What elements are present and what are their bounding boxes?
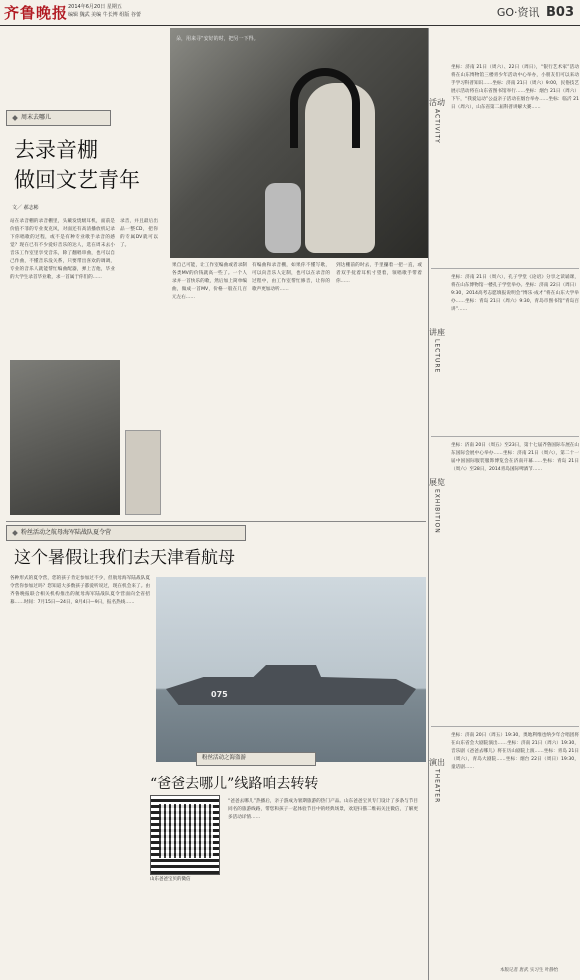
qr-caption: 山东爸爸宝贝的微信	[150, 877, 191, 882]
page-credits: 本版记者 唐武 实习生 叶静怡	[500, 968, 559, 973]
studio-photo-small	[10, 360, 120, 515]
section-name: GO·资讯	[496, 6, 540, 19]
diamond-icon	[12, 530, 18, 536]
article-column: “爸爸去哪儿”热播后，亲子游成为暑期旅游的热门产品。山东爸爸宝贝专门设计了多条与节目同名的旅游线路，带您和孩子一起体验节目中的经典场景，欢迎扫描二维码关注微信，了解更多活动详情……	[228, 799, 418, 820]
sidebar-divider	[431, 268, 579, 269]
byline: 文／ 郝志彬	[12, 205, 39, 211]
article-column: 到达棚前的时去，手里攥着一把一直，或者双手抚着耳机寸望着，领唱歌手带着你……	[336, 263, 422, 284]
exhibition-listing: 坐标：济南 20日（周五）至23日，第十七届齐鲁国际车展在山东国际会展中心举办……坐标：济南 21日（周六），第二十一届中国国际服装服饰博览会在济南开幕……坐标：青岛 21日（周六）至28日，2014青岛国际啤酒节……	[451, 443, 579, 472]
pirate-tour-label: 粉丝活动之海盗游	[196, 752, 316, 766]
editor-credits: 编辑 魏武 美编 牛长博 组版 谷蕾	[68, 12, 141, 18]
headphones-icon	[290, 68, 360, 148]
page-number: B03	[546, 5, 574, 20]
qr-pattern	[159, 804, 213, 858]
article-column: 果自己可能，让工作室编曲或者录制各类MV的价钱就高一些了。一个人录并一首快乐的歌，然后加上简单编曲，做成一首MV，价格一般在几百元左右……	[172, 263, 247, 300]
article-column: 有编曲和录音棚，如果你不懂写歌，可以向音乐人定制，也可以在录音的过程中，由工作室帮忙修音，让你的歌声更加动听……	[252, 263, 330, 292]
category-cn: 展览	[429, 478, 445, 487]
newspaper-masthead: 齐鲁晚报	[4, 4, 69, 22]
carrier-section-label	[6, 525, 246, 541]
theater-listing: 坐标：济南 20日（周五）19:30，奥地利维也纳少年合唱团将在山东省会大剧院演出……坐标：济南 21日（周六）19:30，音乐剧《爸爸去哪儿》将在历山剧院上演……坐标：青岛 21日（周六），青岛大剧院……坐标：烟台 22日（周日）19:30，童话剧……	[451, 733, 579, 770]
aircraft-carrier-photo	[156, 577, 426, 762]
photo-caption: 朵，用来寻“安好的时，把另一下得。	[176, 36, 259, 42]
hull-number: 075	[211, 690, 228, 699]
headline-line-2: 做回文艺青年	[14, 168, 140, 192]
activity-listing: 坐标：济南 21日（周六）、22日（周日），“银行艺术家”活动将在山东博物馆三楼青少年活动中心举办，小朋友们可以来动手学习科普知识……坐标：济南 21日（周六）9:00，民俗技艺展示活动将在山东省图书馆举行……坐标：烟台 21日（周六）下午，“我爱运动”公益亲子活动在烟台举办……坐标：临沂 21日（周六），山东省第二届科普讲解大赛……	[451, 65, 579, 110]
recording-studio-photo	[170, 28, 428, 258]
page-header	[0, 0, 580, 26]
carrier-label-text: 粉丝活动之航母海军陆战队夏令营	[21, 529, 112, 536]
category-cn: 活动	[429, 98, 445, 107]
category-exhibition	[429, 478, 445, 537]
headline-line-1: 去录音棚	[14, 138, 98, 162]
section-title	[497, 4, 574, 23]
category-en: THEATER	[433, 769, 441, 804]
feature-headline	[14, 135, 140, 195]
article-column: 站在录音棚的录音棚里，头戴发烧级耳机，面前是价值不菲的专业麦克风，对面还有高清播放机记录下你唱歌的过程，或不是有种专业歌手录音的感觉？现在已有不少爱好音乐的达人，选在周末去小音乐工作室里享受音乐，除了翻唱串曲，也可以自己作曲，不懂音乐没关系，只要带出喜欢的调调，专业的音乐人就能帮忙编曲配器，弹上吉他，毕业的大学生录首毕业歌，求一首属于你们的……	[10, 219, 115, 280]
lecture-listing: 坐标：济南 21日（周六），孔子学堂《论语》分享之读诵课，将在山东博物馆一楼孔子学堂举办。坐标：济南 22日（周日）9:30，2014高考志愿填报说明会“博乐·成才”将在山东大学举办……坐标：青岛 21日（周六）9:30，青岛市图书馆“青岛百讲”……	[451, 275, 579, 312]
microphone-icon	[265, 183, 301, 253]
aircraft-carrier-icon	[166, 665, 416, 705]
category-en: ACTIVITY	[433, 109, 441, 144]
article-column: 各种形式的夏令营，您的孩子肯定参加过不少，但航母海军陆战队夏令营你参加过吗？您知道大多数孩子都爱听说过，现在机会来了。由齐鲁晚报联合相关机构推出的航母海军陆战队夏令营面向全省招募……时间：7月15日—24日，8月4日—9日，报名热线……	[10, 576, 150, 605]
category-en: EXHIBITION	[433, 489, 441, 534]
diamond-icon	[12, 115, 18, 121]
category-cn: 讲座	[429, 328, 445, 337]
article-column: 录音，并且最后出品一整CD，把你的专属DV就可以了。	[120, 219, 158, 248]
category-lecture	[429, 328, 445, 376]
feature-label-text: 周末去哪儿	[21, 114, 52, 121]
carrier-headline: 这个暑假让我们去天津看航母	[14, 548, 235, 568]
issue-meta	[68, 3, 141, 19]
category-cn: 演出	[429, 758, 445, 767]
category-theater	[429, 758, 445, 806]
section-divider	[6, 521, 426, 522]
category-en: LECTURE	[433, 339, 441, 374]
category-activity	[429, 98, 445, 147]
feature-section-label	[6, 110, 111, 126]
qr-code	[150, 795, 220, 875]
dad-headline: “爸爸去哪儿”线路咱去转转	[150, 776, 319, 792]
issue-date: 2014年6月20日 星期五	[68, 4, 122, 10]
sidebar-divider	[431, 436, 579, 437]
events-sidebar	[428, 28, 580, 980]
studio-photo-thumb	[125, 430, 161, 515]
sidebar-divider	[431, 726, 579, 727]
